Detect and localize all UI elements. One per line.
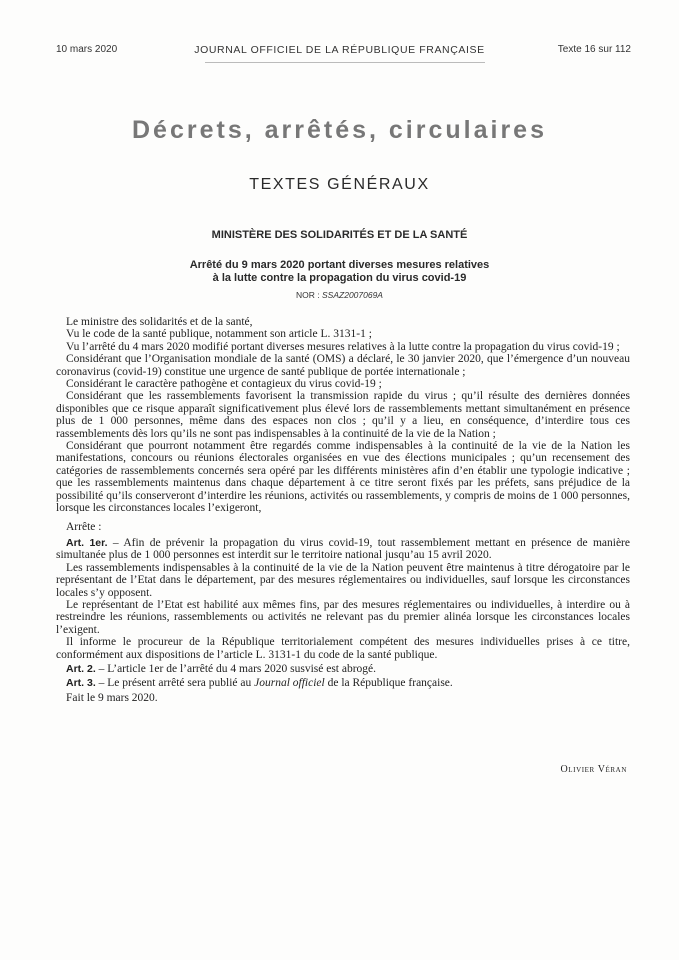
ministry-name: MINISTÈRE DES SOLIDARITÉS ET DE LA SANTÉ xyxy=(211,229,468,241)
nor-label: NOR : xyxy=(296,290,320,300)
article-3-text-after: de la République française. xyxy=(324,677,453,690)
article-3-text-before: – Le présent arrêté sera publié au xyxy=(95,677,255,690)
article-1 xyxy=(56,537,630,562)
nor-code: SSAZ2007069A xyxy=(322,290,383,300)
article-1-label: Art. 1er. xyxy=(66,536,108,549)
decree-title xyxy=(0,259,679,285)
decree-body xyxy=(56,316,630,704)
header-date: 10 mars 2020 xyxy=(56,44,118,55)
decree-title-line-1: Arrêté du 9 mars 2020 portant diverses mesures relatives xyxy=(189,259,490,271)
article-1-paragraph-2: Les rassemblements indispensables à la continuité de la vie de la Nation peuvent être maintenus à titre dérogatoire par le représentant de l’Etat dans le département, par des mesures réglementaires ou individuelles, sauf lorsque les circonstances locales s’y opposent. xyxy=(56,561,630,599)
article-1-paragraph-3: Le représentant de l’Etat est habilité aux mêmes fins, par des mesures réglementaires ou individuelles, à interdire ou à restreindre les réunions, rassemblements ou activités ne relevant pas du premier alinéa lorsque les circonstances locales l’exigent. xyxy=(56,598,630,636)
article-1-paragraph-4: Il informe le procureur de la République territorialement compétent des mesures individuelles prises à ce titre, conformément aux dispositions de l’article L. 3131-1 du code de la santé publique. xyxy=(56,636,630,661)
fait-date: Fait le 9 mars 2020. xyxy=(66,691,158,704)
header-journal-title: JOURNAL OFFICIEL DE LA RÉPUBLIQUE FRANÇAISE xyxy=(194,44,485,56)
decree-title-line-2: à la lutte contre la propagation du virus covid-19 xyxy=(212,272,467,284)
header-divider xyxy=(205,62,485,63)
rubric-title: TEXTES GÉNÉRAUX xyxy=(249,176,430,193)
article-3-journal: Journal officiel xyxy=(254,677,325,690)
article-2 xyxy=(56,663,630,675)
preamble-considerant-rassemblements: Considérant que les rassemblements favorisent la transmission rapide du virus ; qu’il résulte des dernières données disponibles que ce risque apparaît significativement plus élevé lors de rassemblements mettant simultanément en présence plus de 1 000 personnes, même dans des espaces non clos ; qu’il y a lieu, en conséquence, d’interdire tous ces rassemblements dès lors qu’ils ne sont pas indispensables à la continuité de la vie de la Nation ; xyxy=(56,390,630,440)
article-2-label: Art. 2. xyxy=(66,662,96,675)
preamble-minister: Le ministre des solidarités et de la santé, xyxy=(66,316,253,328)
article-1-text: – Afin de prévenir la propagation du virus covid-19, tout rassemblement mettant en présence de manière simultanée plus de 1 000 personnes est interdit sur le territoire national jusqu’au 15 avril 2020. xyxy=(56,536,630,562)
preamble-vu-arrete: Vu l’arrêté du 4 mars 2020 modifié portant diverses mesures relatives à la lutte contre la propagation du virus covid-19 ; xyxy=(66,340,620,353)
nor-reference xyxy=(0,290,679,300)
preamble-considerant-indispensables: Considérant que pourront notamment être regardés comme indispensables à la continuité de la vie de la Nation les manifestations, concours ou réunions électorales organisées en vue des élections municipales ; qu’un recensement des catégories de rassemblements concernés sera opéré par les différents ministères afin d’en établir une typologie indicative ; que les rassemblements maintenus dans chaque département à ce titre seront fixés par les préfets, sans préjudice de la possibilité qu’ils conserveront d’interdire les réunions, activités ou rassemblements, y compris de moins de 1 000 personnes, lorsque les circonstances locales l’exigeront, xyxy=(56,440,630,515)
arrete-label: Arrête : xyxy=(66,520,102,533)
section-title: Décrets, arrêtés, circulaires xyxy=(132,116,547,144)
preamble-considerant-pathogene: Considérant le caractère pathogène et contagieux du virus covid-19 ; xyxy=(66,378,382,391)
article-2-text: – L’article 1er de l’arrêté du 4 mars 2020 susvisé est abrogé. xyxy=(95,662,377,675)
signature: Olivier Véran xyxy=(560,764,627,775)
header-text-number: Texte 16 sur 112 xyxy=(557,44,631,55)
article-3-label: Art. 3. xyxy=(66,677,96,690)
preamble-vu-code: Vu le code de la santé publique, notamment son article L. 3131-1 ; xyxy=(66,328,372,341)
article-3 xyxy=(56,677,630,689)
preamble-considerant-oms: Considérant que l’Organisation mondiale de la santé (OMS) a déclaré, le 30 janvier 2020, que l’émergence d’un nouveau coronavirus (covid-19) constitue une urgence de santé publique de portée internationale ; xyxy=(56,353,630,378)
